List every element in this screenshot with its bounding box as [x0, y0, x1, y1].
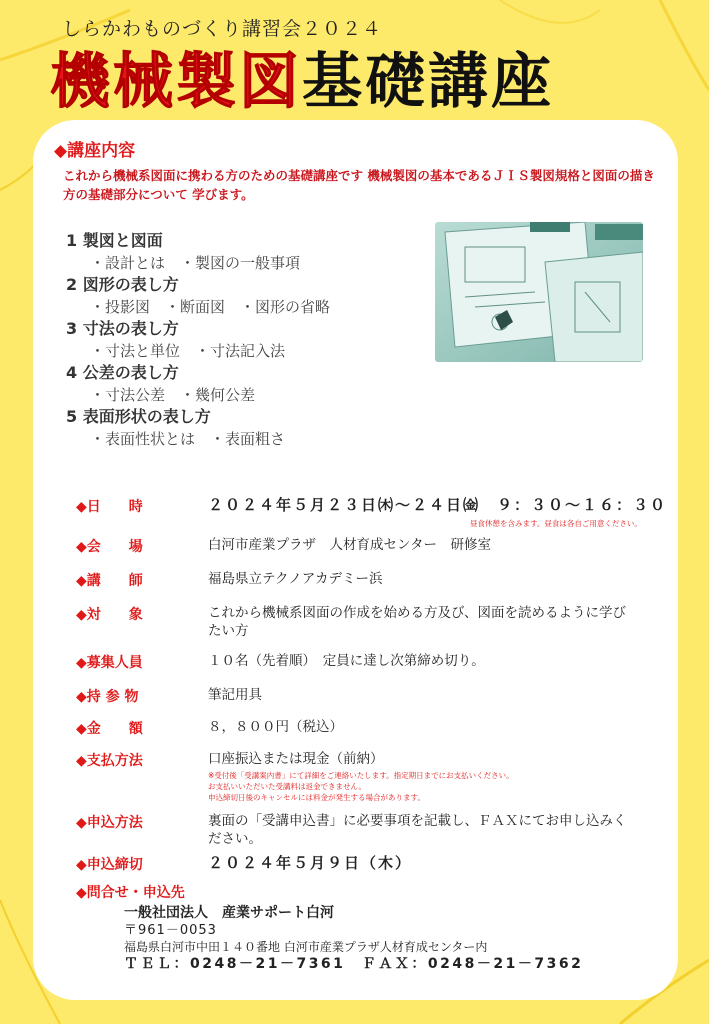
- curriculum-item-sub: ・寸法と単位 ・寸法記入法: [90, 342, 286, 360]
- target-value: これから機械系図面の作成を始める方及び、図面を読めるように学びたい方: [208, 605, 626, 639]
- curriculum-item-sub: ・投影図 ・断面図 ・図形の省略: [90, 298, 331, 316]
- title-black-part: 基礎講座: [302, 47, 554, 117]
- date-value: ２０２４年５月２３日㈭～２４日㈮ ９：３０～１６：３０: [208, 496, 668, 514]
- target-label: ◆対 象: [76, 607, 143, 623]
- contact-org: 一般社団法人 産業サポート白河: [124, 905, 334, 921]
- curriculum-item-sub: ・設計とは ・製図の一般事項: [90, 254, 301, 272]
- curriculum-item-sub: ・表面性状とは ・表面粗さ: [90, 430, 286, 448]
- payment-note: 申込締切日後のキャンセルには料金が発生する場合があります。: [208, 793, 425, 802]
- curriculum-item-title: 5 表面形状の表し方: [66, 407, 211, 426]
- curriculum-item-title: 3 寸法の表し方: [66, 319, 179, 338]
- contact-tel-fax: ＴＥＬ：0248－21－7361 ＦＡＸ：0248－21－7362: [124, 956, 584, 972]
- instructor-label: ◆講 師: [76, 573, 143, 589]
- bring-label: ◆持 参 物: [76, 689, 139, 705]
- fee-label: ◆金 額: [76, 721, 143, 737]
- venue-label: ◆会 場: [76, 539, 143, 555]
- deadline-value: ２０２４年５月９日（木）: [208, 854, 413, 872]
- payment-label: ◆支払方法: [76, 753, 143, 769]
- page-title: [50, 46, 554, 118]
- curriculum-item-title: 4 公差の表し方: [66, 363, 179, 382]
- course-heading: ◆講座内容: [54, 141, 136, 161]
- venue-value: 白河市産業プラザ 人材育成センター 研修室: [208, 537, 491, 553]
- capacity-label: ◆募集人員: [76, 655, 143, 671]
- contact-block: [124, 905, 583, 973]
- drawing-photo: [435, 222, 643, 362]
- fee-value: ８，８００円（税込）: [208, 719, 343, 735]
- deadline-label: ◆申込締切: [76, 857, 143, 873]
- title-red-part: 機械製図: [50, 47, 302, 117]
- payment-note: お支払いいただいた受講料は返金できません。: [208, 782, 366, 791]
- curriculum-item-sub: ・寸法公差 ・幾何公差: [90, 386, 256, 404]
- date-note: 昼食休憩を含みます。昼食は各自ご用意ください。: [470, 519, 642, 528]
- capacity-value: １０名（先着順） 定員に達し次第締め切り。: [208, 653, 485, 669]
- curriculum-list: [66, 230, 330, 450]
- course-intro: これから機械系図面に携わる方のための基礎講座です 機械製図の基本であるＪＩＳ製図規格と図面の描き方の基礎部分について 学びます。: [63, 168, 655, 202]
- apply-value: 裏面の「受講申込書」に必要事項を記載し、ＦＡＸにてお申し込みください。: [208, 813, 627, 847]
- date-label: ◆日 時: [76, 499, 143, 515]
- payment-note: ※受付後「受講案内書」にて詳細をご連絡いたします。指定期日までにお支払いください。: [208, 771, 514, 780]
- header-subtitle: しらかわものづくり講習会２０２４: [62, 18, 383, 40]
- inquiry-label: ◆問合せ・申込先: [76, 885, 185, 901]
- contact-zip: 〒961－0053: [124, 923, 217, 938]
- contact-address: 福島県白河市中田１４０番地 白河市産業プラザ人材育成センター内: [124, 940, 488, 954]
- curriculum-item-title: 1 製図と図面: [66, 231, 163, 250]
- instructor-value: 福島県立テクノアカデミー浜: [208, 571, 383, 587]
- curriculum-item-title: 2 図形の表し方: [66, 275, 179, 294]
- bring-value: 筆記用具: [208, 687, 262, 703]
- apply-label: ◆申込方法: [76, 815, 143, 831]
- payment-value: 口座振込または現金（前納）: [208, 751, 384, 767]
